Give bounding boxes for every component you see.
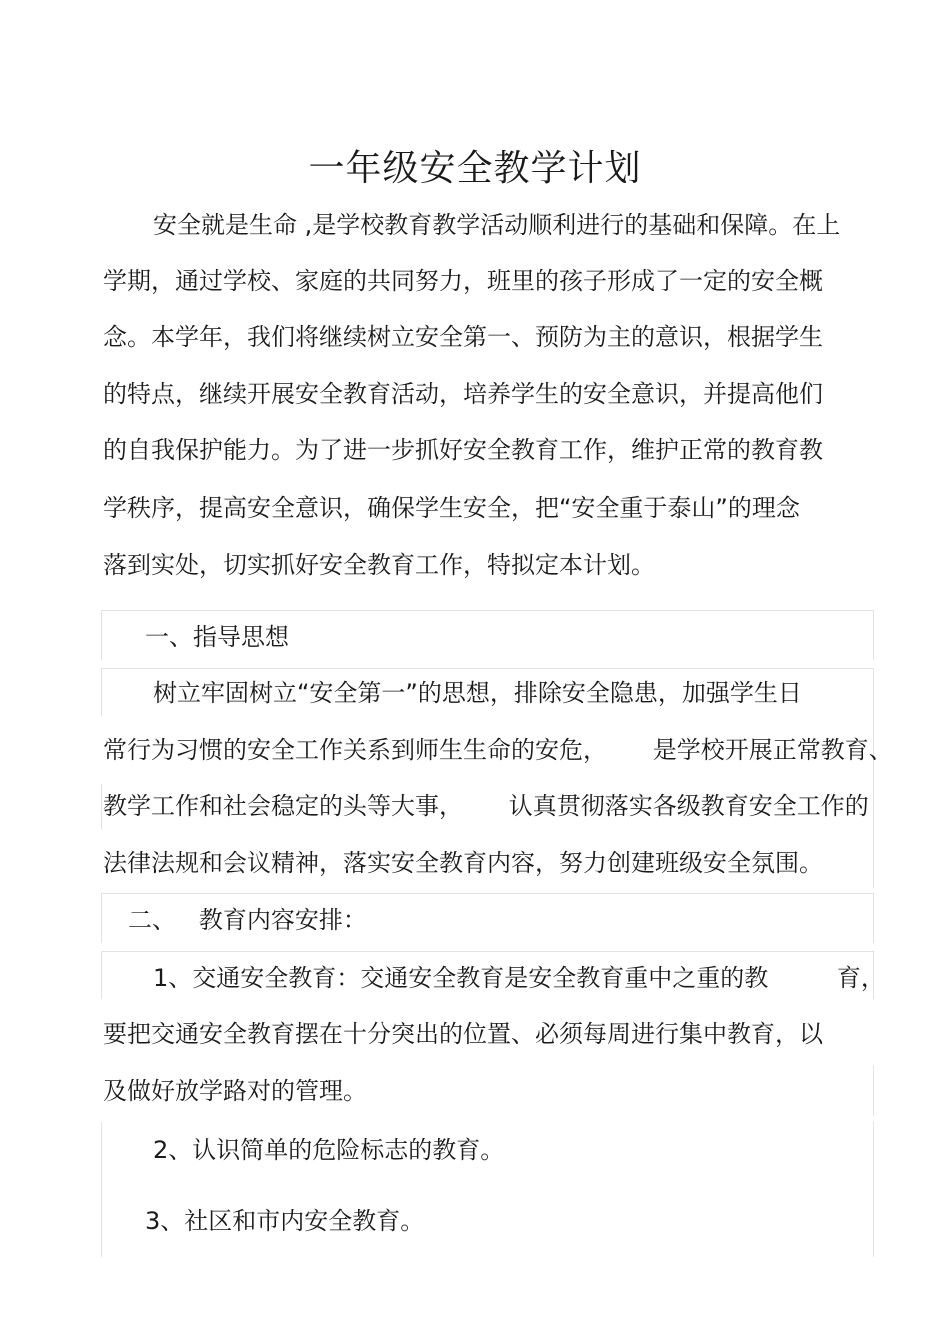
item-line: 3、社区和市内安全教育。	[145, 1207, 425, 1235]
frame-line	[101, 610, 873, 611]
section-heading: 一、指导思想	[145, 623, 289, 651]
frame-line	[101, 1122, 102, 1257]
frame-line	[873, 1122, 874, 1257]
item-line: 及做好放学路对的管理。	[103, 1077, 367, 1105]
frame-line	[101, 951, 873, 952]
intro-line: 学期，通过学校、家庭的共同努力，班里的孩子形成了一定的安全概	[103, 267, 823, 295]
section1-line: 教学工作和社会稳定的头等大事， 认真贯彻落实各级教育安全工作的	[103, 792, 869, 820]
frame-line	[873, 668, 874, 888]
frame-line	[101, 668, 873, 669]
intro-line: 念。本学年，我们将继续树立安全第一、预防为主的意识，根据学生	[103, 323, 823, 351]
intro-line: 的特点，继续开展安全教育活动，培养学生的安全意识，并提高他们	[103, 380, 823, 408]
intro-line: 落到实处，切实抓好安全教育工作，特拟定本计划。	[103, 551, 655, 579]
frame-line	[101, 893, 102, 943]
item-line: 要把交通安全教育摆在十分突出的位置、必须每周进行集中教育，以	[103, 1020, 823, 1048]
frame-line	[101, 668, 102, 716]
intro-line: 学秩序，提高安全意识，确保学生安全，把“安全重于泰山”的理念	[103, 494, 800, 522]
frame-line	[101, 610, 102, 660]
section1-line: 常行为习惯的安全工作关系到师生生命的安危， 是学校开展正常教育、	[103, 736, 893, 764]
frame-line	[101, 784, 102, 829]
section-heading: 二、 教育内容安排：	[128, 906, 367, 934]
frame-line	[873, 893, 874, 943]
frame-line	[101, 951, 102, 999]
item-line: 1、交通安全教育：交通安全教育是安全教育重中之重的教 育，	[153, 964, 885, 992]
frame-line	[873, 1066, 874, 1116]
section1-line: 法律法规和会议精神，落实安全教育内容，努力创建班级安全氛围。	[103, 849, 823, 877]
section1-line: 树立牢固树立“安全第一”的思想，排除安全隐患，加强学生日	[153, 679, 802, 707]
intro-line: 的自我保护能力。为了进一步抓好安全教育工作，维护正常的教育教	[103, 436, 823, 464]
frame-line	[873, 610, 874, 660]
intro-line: 安全就是生命 ,是学校教育教学活动顺利进行的基础和保障。在上	[153, 211, 841, 239]
document-title: 一年级安全教学计划	[308, 148, 642, 190]
frame-line	[101, 893, 873, 894]
item-line: 2、认识简单的危险标志的教育。	[153, 1136, 505, 1164]
